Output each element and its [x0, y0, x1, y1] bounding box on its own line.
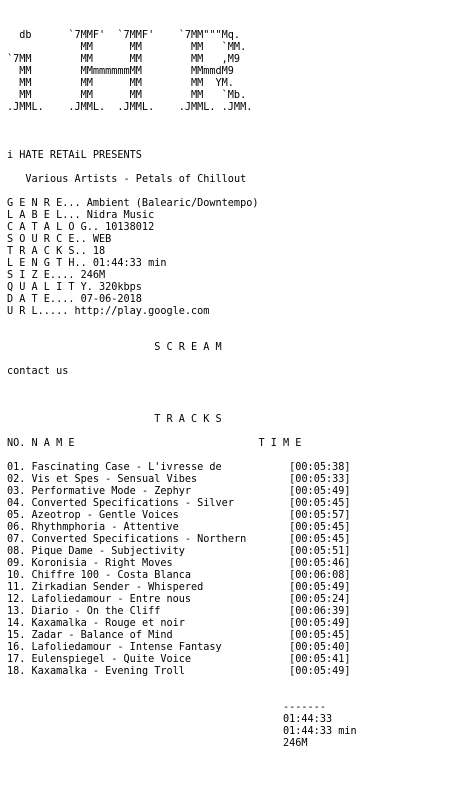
scream-heading-line: [7, 342, 357, 354]
info-url: U R L..... http://play.google.com: [7, 306, 210, 317]
column-time: T I M E: [258, 438, 302, 449]
track-name: Vis et Spes - Sensual Vibes: [31, 474, 198, 485]
blank-line: [7, 186, 357, 198]
track-name: Chiffre 100 - Costa Blanca: [31, 570, 192, 581]
track-time: [00:05:49]: [289, 582, 351, 593]
totals-time-line: [7, 714, 357, 726]
track-name: Lafoliedamour - Entre nous: [31, 594, 192, 605]
track-name: Kaxamalka - Rouge et noir: [31, 618, 185, 629]
blank-line: [7, 318, 357, 330]
track-spacer: [246, 534, 289, 545]
track-row: [7, 534, 357, 546]
track-name: Diario - On the Cliff: [31, 606, 161, 617]
track-row: [7, 666, 357, 678]
track-row: [7, 570, 357, 582]
ascii-art-line: MM MM MM MM `Mb.: [7, 90, 247, 101]
track-name: Eulenspiegel - Quite Voice: [31, 654, 192, 665]
blank-line: [7, 390, 357, 402]
blank-line: [7, 354, 357, 366]
total-size: 246M: [283, 738, 308, 749]
track-row: [7, 486, 357, 498]
track-row: [7, 594, 357, 606]
track-spacer: [222, 642, 289, 653]
group-presents: i HATE RETAiL PRESENTS: [7, 150, 142, 161]
track-row: [7, 618, 357, 630]
track-spacer: [191, 654, 289, 665]
track-number: 14.: [7, 618, 26, 629]
track-time: [00:06:39]: [289, 606, 351, 617]
info-length: L E N G T H.. 01:44:33 min: [7, 258, 167, 269]
track-spacer: [179, 510, 289, 521]
track-spacer: [191, 570, 289, 581]
track-time: [00:06:08]: [289, 570, 351, 581]
track-spacer: [160, 606, 289, 617]
blank-line: [7, 690, 357, 702]
track-time: [00:05:57]: [289, 510, 351, 521]
track-spacer: [203, 582, 289, 593]
track-name: Koronisia - Right Moves: [31, 558, 173, 569]
track-number: 02.: [7, 474, 26, 485]
track-row: [7, 546, 357, 558]
track-number: 12.: [7, 594, 26, 605]
track-number: 05.: [7, 510, 26, 521]
track-name: Converted Specifications - Northern: [31, 534, 247, 545]
totals-length-line: [7, 726, 357, 738]
track-row: [7, 642, 357, 654]
blank-line: [7, 126, 357, 138]
track-row: [7, 498, 357, 510]
blank-line: [7, 678, 357, 690]
info-quality: Q U A L I T Y. 320kbps: [7, 282, 142, 293]
track-time: [00:05:49]: [289, 486, 351, 497]
track-number: 17.: [7, 654, 26, 665]
track-spacer: [185, 618, 289, 629]
track-spacer: [191, 594, 289, 605]
track-number: 06.: [7, 522, 26, 533]
track-number: 07.: [7, 534, 26, 545]
nfo-text: [7, 30, 357, 750]
track-spacer: [197, 474, 289, 485]
ascii-art-line: .JMML. .JMML. .JMML. .JMML. .JMM.: [7, 102, 253, 113]
track-number: 11.: [7, 582, 26, 593]
track-name: Azeotrop - Gentle Voices: [31, 510, 179, 521]
track-name: Zirkadian Sender - Whispered: [31, 582, 204, 593]
track-row: [7, 510, 357, 522]
track-time: [00:05:41]: [289, 654, 351, 665]
track-time: [00:05:49]: [289, 618, 351, 629]
ascii-art-line: MM MM MM `MM.: [7, 42, 247, 53]
blank-line: [7, 330, 357, 342]
ascii-art-line: MM MMmmmmmmMM MMmmdM9: [7, 66, 234, 77]
column-no-name: NO. N A M E: [7, 438, 75, 449]
track-number: 10.: [7, 570, 26, 581]
track-name: Performative Mode - Zephyr: [31, 486, 192, 497]
track-number: 08.: [7, 546, 26, 557]
track-list: [7, 462, 357, 678]
total-time: 01:44:33: [283, 714, 333, 725]
track-time: [00:05:40]: [289, 642, 351, 653]
track-number: 09.: [7, 558, 26, 569]
totals-rule: -------: [283, 702, 326, 713]
track-number: 03.: [7, 486, 26, 497]
track-time: [00:05:38]: [289, 462, 351, 473]
info-tracks: T R A C K S.. 18: [7, 246, 106, 257]
release-title-text: Various Artists - Petals of Chillout: [25, 174, 247, 185]
track-row: [7, 474, 357, 486]
info-source: S O U R C E.. WEB: [7, 234, 112, 245]
track-name: Lafoliedamour - Intense Fantasy: [31, 642, 222, 653]
track-name: Fascinating Case - L'ivresse de: [31, 462, 222, 473]
blank-line: [7, 426, 357, 438]
track-name: Kaxamalka - Evening Troll: [31, 666, 185, 677]
track-row: [7, 606, 357, 618]
track-spacer: [173, 630, 290, 641]
track-time: [00:05:45]: [289, 534, 351, 545]
scream-heading: S C R E A M: [154, 342, 222, 353]
blank-line: [7, 138, 357, 150]
track-time: [00:05:51]: [289, 546, 351, 557]
info-date: D A T E.... 07-06-2018: [7, 294, 142, 305]
track-time: [00:05:49]: [289, 666, 351, 677]
contact-link[interactable]: contact us: [7, 366, 69, 377]
track-number: 15.: [7, 630, 26, 641]
blank-line: [7, 114, 357, 126]
release-title: [7, 174, 357, 186]
blank-line: [7, 402, 357, 414]
track-spacer: [185, 666, 289, 677]
blank-line: [7, 162, 357, 174]
track-row: [7, 522, 357, 534]
track-number: 01.: [7, 462, 26, 473]
track-name: Converted Specifications - Silver: [31, 498, 234, 509]
track-spacer: [185, 546, 289, 557]
track-time: [00:05:46]: [289, 558, 351, 569]
track-spacer: [191, 486, 289, 497]
info-label: L A B E L... Nidra Music: [7, 210, 155, 221]
track-spacer: [179, 522, 289, 533]
track-number: 04.: [7, 498, 26, 509]
track-row: [7, 558, 357, 570]
track-spacer: [222, 462, 289, 473]
track-number: 13.: [7, 606, 26, 617]
totals-size-line: [7, 738, 357, 750]
track-name: Pique Dame - Subjectivity: [31, 546, 185, 557]
tracks-heading: T R A C K S: [154, 414, 222, 425]
track-row: [7, 630, 357, 642]
totals-rule-line: [7, 702, 357, 714]
track-name: Rhythmphoria - Attentive: [31, 522, 179, 533]
track-time: [00:05:45]: [289, 630, 351, 641]
ascii-art-line: `7MM MM MM MM ,M9: [7, 54, 241, 65]
track-time: [00:05:45]: [289, 522, 351, 533]
track-row: [7, 654, 357, 666]
track-spacer: [173, 558, 290, 569]
track-name: Zadar - Balance of Mind: [31, 630, 173, 641]
tracks-heading-line: [7, 414, 357, 426]
ascii-art-line: MM MM MM MM YM.: [7, 78, 234, 89]
track-time: [00:05:45]: [289, 498, 351, 509]
column-headers: [7, 438, 357, 450]
ascii-art-line: db `7MMF' `7MMF' `7MM"""Mq.: [7, 30, 241, 41]
track-number: 16.: [7, 642, 26, 653]
track-time: [00:05:24]: [289, 594, 351, 605]
track-spacer: [234, 498, 289, 509]
blank-line: [7, 378, 357, 390]
info-genre: G E N R E... Ambient (Balearic/Downtempo): [7, 198, 259, 209]
track-time: [00:05:33]: [289, 474, 351, 485]
info-catalog: C A T A L O G.. 10138012: [7, 222, 155, 233]
track-row: [7, 582, 357, 594]
track-row: [7, 462, 357, 474]
track-number: 18.: [7, 666, 26, 677]
info-size: S I Z E.... 246M: [7, 270, 106, 281]
blank-line: [7, 450, 357, 462]
total-length: 01:44:33 min: [283, 726, 357, 737]
